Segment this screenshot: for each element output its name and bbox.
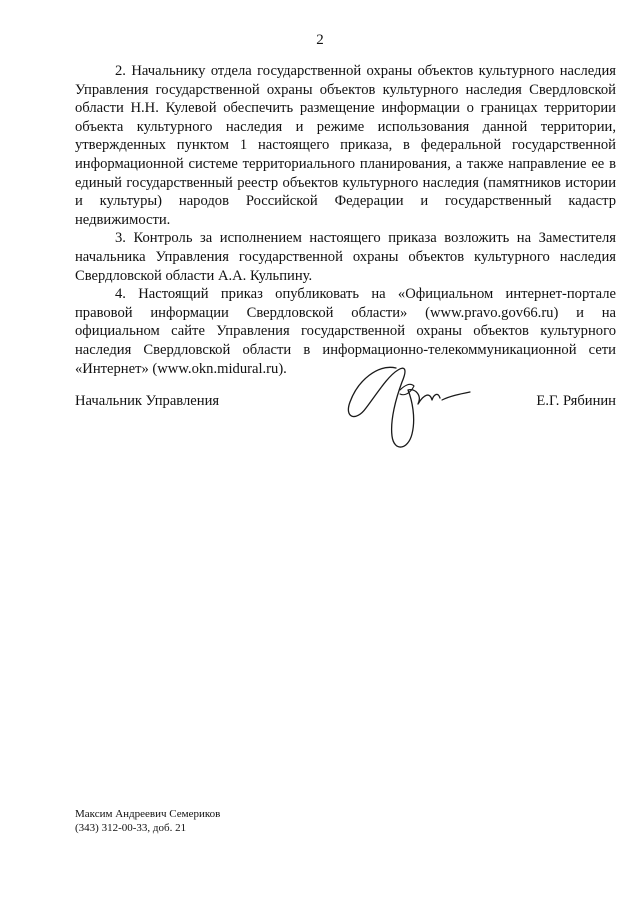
executor-info (75, 807, 220, 835)
document-body (75, 62, 616, 378)
paragraph-3: 3. Контроль за исполнением настоящего приказа возложить на Заместителя начальника Управления государственной охраны объектов культурного наследия Свердловской области А.А. Кульпину. (75, 230, 616, 284)
executor-phone: (343) 312-00-33, доб. 21 (75, 822, 187, 834)
handwritten-signature (338, 360, 478, 470)
paragraph-4: 4. Настоящий приказ опубликовать на «Официальном интернет-портале правовой информации Свердловской области» (www.pravo.gov66.ru) и на официальном сайте Управления государственной охраны объектов культурного наследия Свердловской области в информационно-телекоммуникационной сети «Интернет» (www.okn.midural.ru). (75, 286, 616, 377)
signatory-title: Начальник Управления (75, 393, 220, 409)
executor-name: Максим Андреевич Семериков (75, 808, 221, 820)
signatory-name: Е.Г. Рябинин (536, 393, 616, 409)
page-number: 2 (316, 32, 324, 48)
paragraph-2: 2. Начальнику отдела государственной охраны объектов культурного наследия Управления государственной охраны объектов культурного наследия Свердловской области Н.Н. Кулевой обеспечить размещение информации о границах территории объекта культурного наследия и режиме использования данной территории, утвержденных пунктом 1 настоящего приказа, в федеральной государственной информационной системе территориального планирования, а также направление ее в единый государственный реестр объектов культурного наследия (памятников истории и культуры) народов Российской Федерации и государственный кадастр недвижимости. (75, 63, 616, 228)
